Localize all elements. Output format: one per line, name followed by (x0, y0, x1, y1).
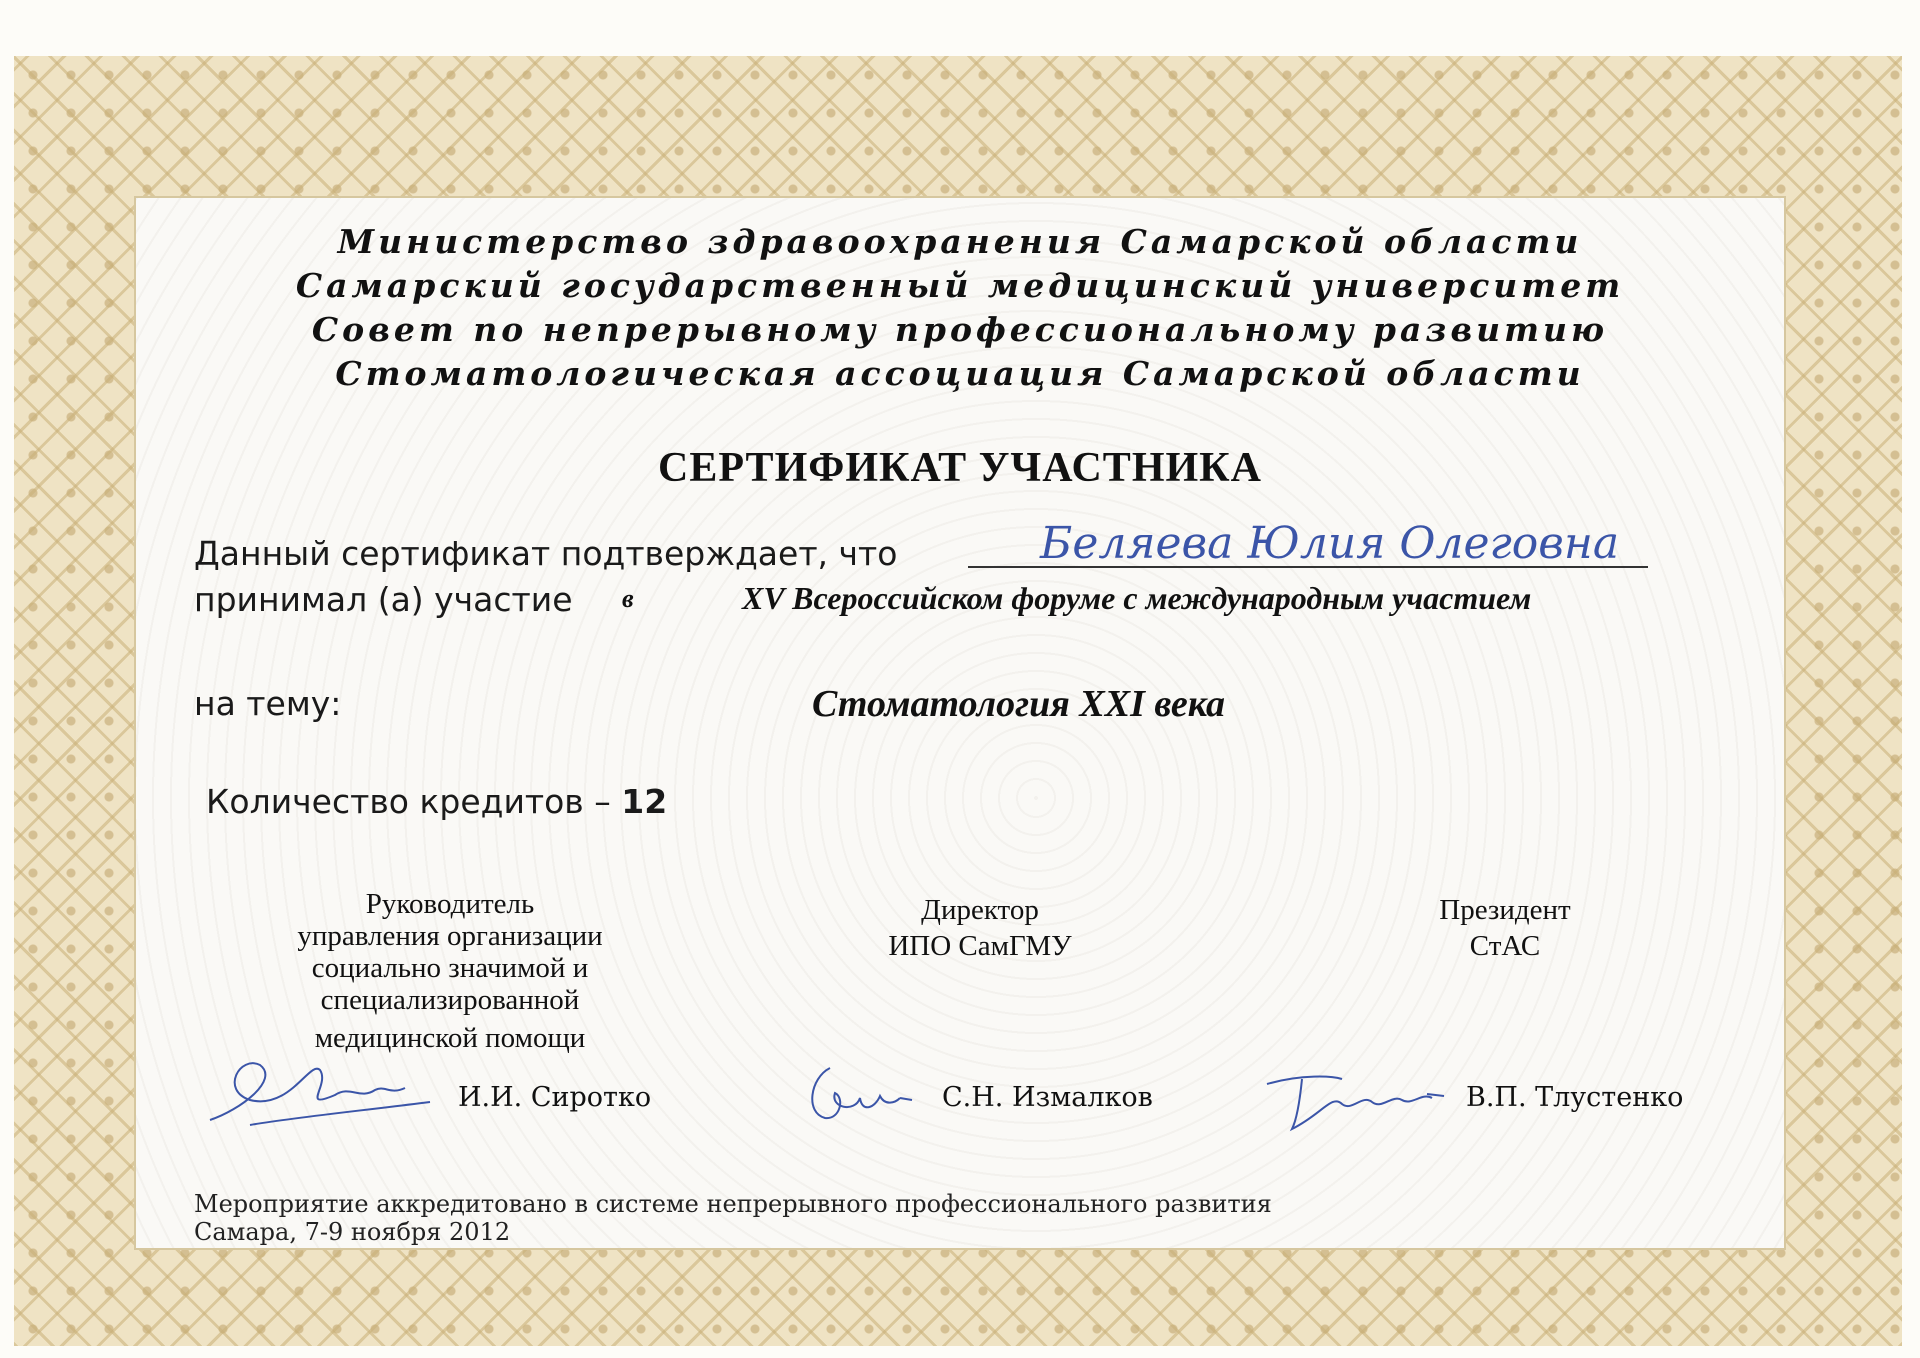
signatory-2-name: С.Н. Измалков (942, 1082, 1153, 1113)
signatory-3-title: Президент СтАС (1439, 894, 1571, 962)
participated-label: принимал (а) участие (194, 580, 573, 619)
accreditation-note: Мероприятие аккредитовано в системе непрерывного профессионального развития (194, 1190, 1272, 1218)
header-ministry: Министерство здравоохранения Самарской области (337, 222, 1583, 261)
recipient-name: Беляева Юлия Олеговна (1040, 518, 1620, 569)
topic-name: Стоматология XXI века (812, 683, 1226, 725)
header-association: Стоматологическая ассоциация Самарской области (335, 354, 1585, 393)
header-council: Совет по непрерывному профессиональному развитию (311, 310, 1609, 349)
signature-3-icon (1262, 1064, 1452, 1144)
credits-dash: – (594, 782, 611, 821)
signatory-3-name: В.П. Тлустенко (1466, 1082, 1684, 1113)
topic-label: на тему: (194, 684, 342, 723)
in-word: в (622, 584, 634, 613)
signatory-1-name: И.И. Сиротко (458, 1082, 652, 1113)
header-university: Самарский государственный медицинский университет (295, 266, 1625, 305)
credits-label: Количество кредитов (206, 782, 584, 821)
signatory-1-title: Руководитель управления организации социально значимой и специализированной медицинской помощи (297, 888, 603, 1054)
certificate-title: СЕРТИФИКАТ УЧАСТНИКА (658, 445, 1262, 491)
signature-1-icon (200, 1040, 440, 1140)
credits-value: 12 (621, 782, 668, 821)
place-date: Самара, 7-9 ноября 2012 (194, 1218, 511, 1246)
signature-2-icon (800, 1058, 930, 1138)
confirm-label: Данный сертификат подтверждает, что (194, 534, 898, 573)
event-name: XV Всероссийском форуме с международным участием (742, 580, 1532, 616)
credits-line (206, 782, 667, 821)
signatory-2-title: Директор ИПО СамГМУ (888, 894, 1072, 962)
